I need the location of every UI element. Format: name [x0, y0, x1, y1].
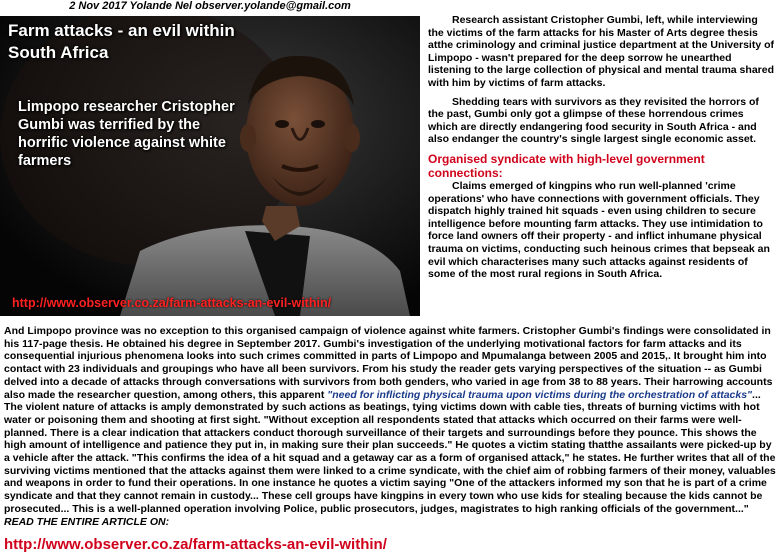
right-column	[428, 14, 774, 281]
syndicate-paragraph: Claims emerged of kingpins who run well-planned 'crime operations' who have connections with government officials. They dispatch highly trained hit squads - even using children to secure intelligence before mounting farm attacks. They use intimidation to force land owners off their property - and inflict inhumane physical trauma on victims, conducting such heinous crimes that bepseak an evil which characterises many such attacks against residents of some of the most rural regions in South Africa.	[428, 179, 770, 281]
survivors-paragraph: Shedding tears with survivors as they revisited the horrors of the past, Gumbi only got a glimpse of these horrendous crimes which are directly endangering food security in South Africa - and also endanger the country's single largest single economic asset.	[428, 95, 759, 146]
intro-paragraph: Research assistant Cristopher Gumbi, left, while interviewing the victims of the farm attacks for his Master of Arts degree thesis atthe criminology and criminal justice department at the University of Limpopo - wasn't prepared for the deep sorrow he unearthed listening to the large collection of physical and mental trauma shared with him by victims of farm attacks.	[428, 14, 774, 89]
article-photo	[0, 16, 420, 316]
article-body	[4, 325, 776, 528]
photo-title: Farm attacks - an evil within South Africa	[8, 21, 235, 62]
byline: 2 Nov 2017 Yolande Nel observer.yolande@gmail.com	[69, 0, 351, 12]
body-quote: "need for inflicting physical trauma upon victims during the orchestration of attacks"	[327, 388, 753, 401]
read-more-label: READ THE ENTIRE ARTICLE ON:	[4, 515, 170, 528]
section-heading: Organised syndicate with high-level government connections:	[428, 151, 705, 180]
photo-subtitle: Limpopo researcher Cristopher Gumbi was terrified by the horrific violence against white farmers	[18, 99, 235, 169]
photo-url-link[interactable]: http://www.observer.co.za/farm-attacks-an-evil-within/	[12, 296, 332, 310]
article-url-link[interactable]: http://www.observer.co.za/farm-attacks-an-evil-within/	[4, 536, 387, 553]
body-text-part1: And Limpopo province was no exception to this organised campaign of violence against white farmers. Cristopher Gumbi's findings were consolidated in his 117-page thesis. He obtained his degree in September 2017. Gumbi's investigation of the underlying motivational factors for farm attacks and its consequential injurious phenomena looks into such crimes committed in parts of Limpopo and Mpumalanga between 2005 and 2015,. It brought him into contact with 23 individuals and groupings who have all been survivors. From his study the reader gets varying perspectives of the situation -- as Gumbi delved into a decade of attacks through conversations with survivors from both genders, who varied in age from 38 to 88 years. Their harrowing accounts also made the researcher question, among others, this apparent	[4, 325, 773, 401]
body-text-part2: ... The violent nature of attacks is amply demonstrated by such actions as beatings, tying victims down with cable ties, threats of burning victims with hot water or poisoning them and shooting at first sight. "Without exception all respondents stated that attacks which occurred on their farms were well-planned. There is a clear indication that attackers conduct thorough surveillance of their targets and surroundings before they pounce. This shows the high amount of intelligence and patience they put in, in making sure their plan succeeds." He quotes a victim stating thatthe assailants were picked-up by a vehicle after the attack. "This confirms the idea of a hit squad and a getaway car as a form of organised attack," he states. He further writes that all of the surviving victims mentioned that the attacks against them were linked to a crime syndicate, with the chief aim of robbing farmers of their money, valuables and weapons in order to fund their operations. In one instance he quotes a victim saying "One of the attackers informed my son that he is part of a crime syndicate and that they cannot remain in custody... These cell groups have kingpins in every town who use kids for stealing because the kids cannot be prosecuted... This is a well-planned operation involving Police, public prosecutors, judges, magistrates to high ranking officials of the government..."	[4, 388, 776, 515]
